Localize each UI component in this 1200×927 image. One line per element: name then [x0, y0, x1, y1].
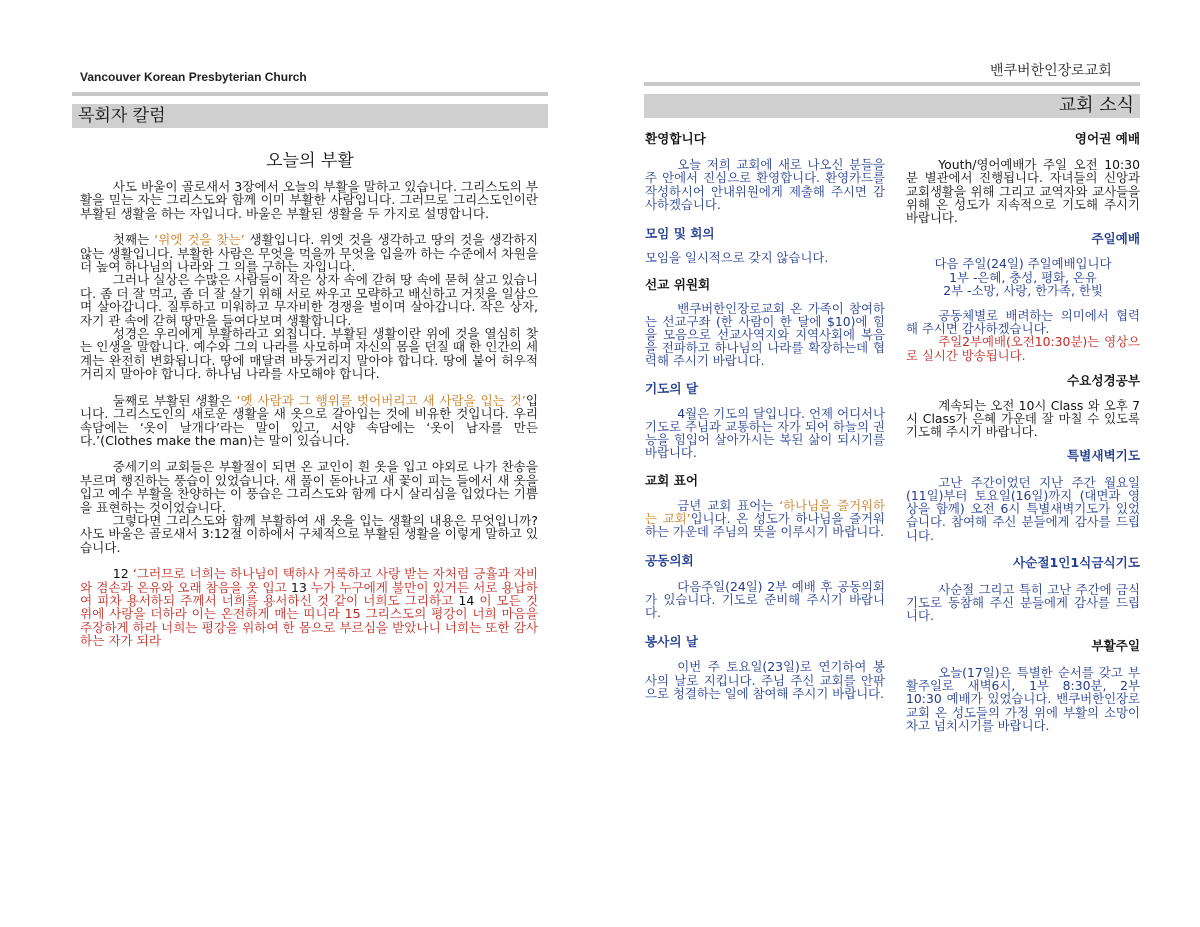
- article-paragraph: 그러나 실상은 수많은 사람들이 작은 상자 속에 갇혀 땅 속에 묻혀 살고 있습니다. 좀 더 잘 먹고, 좀 더 잘 살기 위해 서로 싸우고 모략하고 배신하고 거짓을 일삼으며 살아갑니다. 질투하고 미워하고 무자비한 경쟁을 벌이며 살아갑니다. 작은 상자, 자기 관 속에 갇혀 땅만을 들여다보며 생활합니다.: [80, 272, 538, 328]
- news-heading: 사순절1인1식금식기도: [1012, 554, 1140, 570]
- news-body: 이번 주 토요일(23일)로 연기하여 봉사의 날로 지킵니다. 주님 주신 교회를 안팎으로 청결하는 일에 참여해 주시기 바랍니다.: [645, 659, 885, 701]
- news-heading: 교회 표어: [645, 472, 699, 488]
- news-body: 사순절 그리고 특히 고난 주간에 금식기도로 동참해 주신 분들에게 감사를 드립니다.: [906, 582, 1140, 624]
- news-heading: 모임 및 회의: [645, 226, 715, 242]
- church-name-korean: 밴쿠버한인장로교회: [990, 63, 1112, 79]
- news-body: 1부 -은혜, 충성, 평화, 온유: [949, 269, 1097, 285]
- church-news-title: 교회 소식: [644, 94, 1140, 118]
- news-body: Youth/영어예배가 주일 오전 10:30분 별관에서 진행됩니다. 자녀들의 신앙과 교회생활을 위해 그리고 교역자와 교사들을 위해 온 성도가 지속적으로 기도해 주시기 바랍니다.: [906, 157, 1140, 226]
- news-body: 계속되는 오전 10시 Class 와 오후 7시 Class가 은혜 가운데 잘 마칠 수 있도록 기도해 주시기 바랍니다.: [906, 398, 1140, 440]
- news-column-2: [906, 132, 1140, 732]
- news-heading: 수요성경공부: [1067, 372, 1140, 388]
- highlight-phrase: ‘하나님을 즐거워하는 교회’: [645, 497, 885, 527]
- header-rule: [644, 82, 1140, 86]
- article-paragraph: 그렇다면 그리스도와 함께 부활하여 새 옷을 입는 생활의 내용은 무엇입니까? 사도 바울은 골로새서 3:12절 이하에서 구체적으로 부활된 생활을 이렇게 말하고 있습니다.: [80, 512, 538, 555]
- text-run: 입니다. 그리스도인의 새로운 생활을 새 옷으로 갈아입는 것에 비유한 것입니다. 우리 속담에는 ‘옷이 날개다’라는 말이 있고, 서양 속담에는 ‘옷이 남자를 만든다.’(Clothes make the man)는 말이 있습니다.: [80, 392, 539, 448]
- news-body: 모임을 일시적으로 갖지 않습니다.: [645, 250, 829, 266]
- highlight-phrase: ‘옛 사람과 그 행위를 벗어버리고 새 사람을 입는 것’: [236, 392, 526, 408]
- news-body: 4월은 기도의 달입니다. 언제 어디서나 기도로 주님과 교통하는 자가 되어 하늘의 권능을 힘입어 살아가시는 복된 삶이 되시기를 바랍니다.: [645, 405, 885, 461]
- verse-number: 12: [112, 566, 133, 582]
- verse-number: 13: [286, 579, 311, 595]
- pastor-column-title: 목회자 칼럼: [72, 104, 548, 128]
- news-heading: 주일예배: [1091, 231, 1140, 247]
- news-heading: 기도의 달: [645, 380, 699, 396]
- article-body: [80, 180, 538, 648]
- news-body: 2부 -소망, 사랑, 한가족, 한빛: [943, 282, 1103, 298]
- news-body: 다음 주일(24일) 주일예배입니다: [934, 256, 1112, 272]
- news-heading: 환영합니다: [645, 131, 706, 146]
- news-heading: 봉사의 날: [645, 634, 699, 650]
- highlight-phrase: ‘위엣 것을 찾는’: [154, 232, 245, 248]
- article-paragraph: 성경은 우리에게 부활하라고 외칩니다. 부활된 생활이란 위에 것을 열심히 찾는 인생을 말합니다. 예수와 그의 나라를 사모하며 자신의 몸을 던질 때 한 인간의 세계는 완전히 변화됩니다. 땅에 매달려 바둥거리지 말아야 합니다. 땅에 붙어 허우적거리지 말아야 합니다. 하나님 나라를 사모해야 합니다.: [80, 326, 538, 382]
- header-rule: [72, 92, 548, 96]
- news-body: 고난 주간이었던 지난 주간 월요일(11일)부터 토요일(16일)까지 (대면과 영상을 함께) 오전 6시 특별새벽기도가 있었습니다. 참여해 주신 분들에게 감사를 드립니다.: [906, 474, 1140, 543]
- verse-number: 15: [339, 606, 366, 622]
- quote-text: 그리스도의 평강이 너희 마음을 주장하게 하라 너희는 평강을 위하여 한 몸으로 부르심을 받았나니 너희는 또한 감사하는 자가 되라: [80, 606, 538, 649]
- news-body: 오늘(17일)은 특별한 순서를 갖고 부활주일로 새벽6시, 1부 8:30분, 2부 10:30 예배가 있었습니다. 밴쿠버한인장로교회 온 성도들의 가정 위에 부활의 소망이 차고 넘치시기를 바랍니다.: [906, 664, 1140, 733]
- verse-number: 14: [453, 592, 480, 608]
- news-heading: 영어권 예배: [1074, 131, 1140, 146]
- article-paragraph: 사도 바울이 골로새서 3장에서 오늘의 부활을 말하고 있습니다. 그리스도의 부활을 믿는 자는 그리스도와 함께 이미 부활한 사람입니다. 그러므로 그리스도인이란 부활된 생활을 하는 자입니다. 바울은 부활된 생활을 두 가지로 설명합니다.: [80, 179, 538, 221]
- news-heading: 특별새벽기도: [1067, 447, 1140, 463]
- article-title: 오늘의 부활: [266, 151, 354, 171]
- news-column-1: [645, 132, 885, 700]
- news-body: 밴쿠버한인장로교회 온 가족이 참여하는 선교구좌 (한 사람이 한 달에 $10)에 힘을 모음으로 선교사역지와 지역사회에 복음을 전파하고 하나님의 나라를 확장하는데 협력해 주시기 바랍니다.: [645, 300, 885, 369]
- news-heading: 부활주일: [1091, 637, 1140, 653]
- article-paragraph: 중세기의 교회들은 부활절이 되면 온 교인이 흰 옷을 입고 야외로 나가 찬송을 부르며 행진하는 풍습이 있었습니다. 새 풀이 돋아나고 새 꽃이 피는 들에서 새 옷을 입고 예수 부활을 찬양하는 이 풍습은 그리스도와 함께 다시 살리심을 입었다는 기쁨을 표현하는 것이었습니다.: [80, 459, 538, 515]
- quote-text: ‘그러므로 너희는 하나님이 택하사 거룩하고 사랑 받는 자처럼 긍휼과 자비와 겸손과 온유와 오래 참음을 옷 입고: [80, 566, 539, 595]
- news-heading: 공동의회: [645, 553, 694, 569]
- text-run: 금년 교회 표어는: [677, 497, 780, 513]
- text-run: 입니다. 온 성도가 하나님을 즐거워하는 가운데 주님의 뜻을 이루시기 바랍니다.: [645, 511, 885, 540]
- article-paragraph: [80, 233, 538, 273]
- quote-text: 이 모든 것 위에 사랑을 더하라 이는 온전하게 매는 띠니라: [80, 592, 538, 622]
- text-run: 둘째로 부활된 생활은: [112, 392, 237, 408]
- text-run: 생활입니다. 위엣 것을 생각하고 땅의 것을 생각하지 않는 생활입니다. 부활한 사람은 무엇을 먹을까 무엇을 입을까 하는 수준에서 차원을 더 높여 하나님의 나라와 그 의를 구하는 자입니다.: [80, 232, 538, 275]
- article-paragraph: [80, 394, 538, 448]
- quote-text: 누가 누구에게 불만이 있거든 서로 용납하여 피차 용서하되 주께서 너희를 용서하신 것 같이 너희도 그리하고: [80, 579, 538, 608]
- news-heading: 선교 위원회: [645, 277, 711, 293]
- church-name-header: Vancouver Korean Presbyterian Church: [80, 70, 307, 84]
- news-body-red: 주일2부예배(오전10:30분)는 영상으로 실시간 방송됩니다.: [906, 334, 1140, 363]
- scripture-quote: [80, 567, 538, 647]
- news-body: [645, 499, 885, 539]
- news-body: 공동체별로 배려하는 의미에서 협력해 주시면 감사하겠습니다.: [906, 308, 1140, 337]
- news-body: 오늘 저희 교회에 새로 나오신 분들을 주 안에서 진심으로 환영합니다. 환영카드를 작성하시어 안내위원에게 제출해 주시면 감사하겠습니다.: [645, 157, 885, 212]
- news-body: 다음주일(24일) 2부 예배 후 공동의회가 있습니다. 기도로 준비해 주시기 바랍니다.: [645, 578, 885, 621]
- text-run: 첫째는: [112, 232, 155, 248]
